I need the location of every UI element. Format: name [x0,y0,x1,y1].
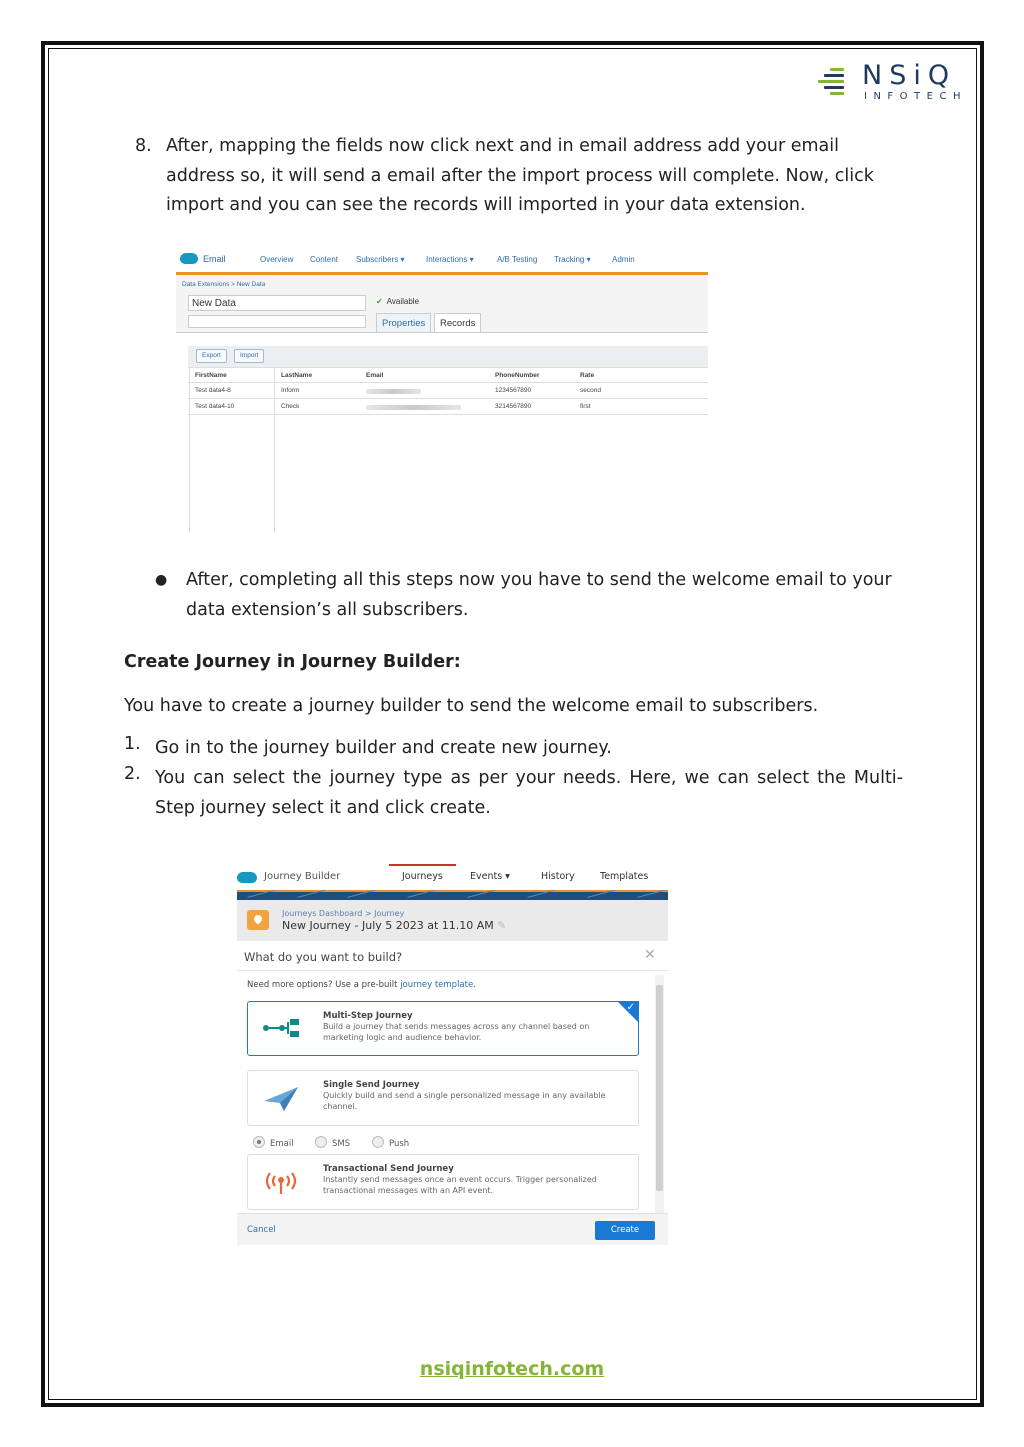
tab-journeys[interactable]: Journeys [402,871,443,882]
edit-pencil-icon[interactable]: ✎ [497,919,507,932]
radio-label: Email [270,1139,294,1149]
journey-location-icon [247,910,269,930]
nsiq-logo [818,60,967,108]
list-number: 2. [124,764,141,784]
salesforce-cloud-icon [237,872,257,883]
multi-step-journey-card[interactable] [247,1001,639,1056]
column-header[interactable]: LastName [281,372,313,379]
step-number: 8. [135,136,152,156]
cell-lastname: Check [281,403,300,410]
journey-builder-screenshot [237,864,668,1244]
nav-ab-testing[interactable]: A/B Testing [497,255,538,264]
column-header[interactable]: Rate [580,372,595,379]
radio-selected-icon [253,1136,265,1148]
extension-name-field[interactable]: New Data [188,295,366,311]
tab-templates[interactable]: Templates [600,871,649,882]
template-hint-text: Need more options? Use a pre-built [247,980,401,990]
export-button[interactable]: Export [196,349,227,363]
email-nav-bar [176,246,708,275]
step-text: After, mapping the fields now click next and in email address add your email address so, it will send a email after the import process will complete. Now, click import and you can see the records will imported in your data extension. [166,136,874,215]
extension-description-field[interactable] [188,315,366,328]
row-divider [188,414,708,415]
list-item: You can select the journey type as per your needs. Here, we can select the Multi-Step journey select it and click create. [155,768,903,818]
nav-interactions[interactable]: Interactions ▾ [426,255,474,264]
logo-subtitle: INFOTECH [864,91,967,102]
column-divider [189,367,190,532]
status-available [376,297,419,306]
journey-header [237,900,668,941]
app-title: Journey Builder [264,871,341,882]
cell-firstname: Test data4-10 [195,403,235,410]
bullet-icon: ● [155,572,168,588]
status-label: Available [386,297,420,306]
modal-footer [237,1213,668,1245]
radio-push[interactable] [372,1136,409,1149]
radio-label: SMS [332,1139,351,1149]
list-item: Go in to the journey builder and create new journey. [155,738,612,758]
tab-events[interactable]: Events ▾ [470,871,510,882]
cell-lastname: Inform [281,387,300,394]
radio-icon [315,1136,327,1148]
radio-sms[interactable] [315,1136,350,1149]
bullet-text: After, completing all this steps now you have to send the welcome email to your data extension’s all subscribers. [186,570,892,620]
radio-icon [372,1136,384,1148]
card-title: Multi-Step Journey [323,1011,413,1021]
intro-text: You have to create a journey builder to send the welcome email to subscribers. [124,696,819,716]
salesforce-cloud-icon [180,253,198,264]
tab-properties[interactable]: Properties [376,313,431,332]
card-title: Single Send Journey [323,1080,420,1090]
journey-name-text: New Journey - July 5 2023 at 11.10 AM [282,919,494,932]
multi-step-icon [262,1018,302,1038]
nav-overview[interactable]: Overview [260,255,294,264]
row-divider [188,398,708,399]
list-number: 1. [124,734,141,754]
blurred-email [366,389,421,394]
single-send-journey-card[interactable] [247,1070,639,1126]
logo-name: NSiQ [862,60,957,91]
records-toolbar [188,346,708,368]
card-title: Transactional Send Journey [323,1164,454,1174]
row-divider [188,382,708,383]
close-icon[interactable]: ✕ [644,947,656,963]
transactional-send-journey-card[interactable] [247,1154,639,1210]
template-hint [247,980,476,990]
column-divider [274,367,275,532]
radio-label: Push [389,1139,410,1149]
cell-rate: second [580,387,601,394]
cell-firstname: Test data4-8 [195,387,231,394]
data-extension-screenshot [176,246,708,536]
nav-content[interactable]: Content [310,255,339,264]
radio-email[interactable] [253,1136,294,1149]
tab-history[interactable]: History [541,871,575,882]
column-header[interactable]: FirstName [195,372,227,379]
journey-builder-top-bar [237,864,668,891]
check-icon: ✔ [376,297,383,306]
tab-records[interactable]: Records [434,313,481,332]
modal-title: What do you want to build? [244,950,403,964]
breadcrumb[interactable]: Data Extensions > New Data [182,281,266,288]
blurred-email [366,405,461,410]
build-type-modal [237,941,668,1244]
column-header[interactable]: Email [366,372,384,379]
nav-tracking[interactable]: Tracking ▾ [554,255,591,264]
website-link[interactable]: nsiqinfotech.com [419,1358,605,1380]
broadcast-icon [264,1169,298,1195]
breadcrumb[interactable]: Journeys Dashboard > Journey [282,909,405,918]
nav-app-email[interactable]: Email [203,254,226,264]
scrollbar-thumb[interactable] [656,985,663,1191]
column-header[interactable]: PhoneNumber [495,372,540,379]
nav-admin[interactable]: Admin [612,255,635,264]
journey-name [282,919,507,932]
paper-plane-icon [264,1087,298,1111]
section-heading: Create Journey in Journey Builder: [124,652,461,672]
cell-phone: 3214567890 [495,403,532,410]
journey-template-link[interactable]: journey template. [400,980,476,990]
checkmark-icon: ✓ [626,1002,635,1013]
cell-phone: 1234567890 [495,387,532,394]
card-description: Build a journey that sends messages across any channel based on marketing logic and audience behavior. [323,1022,590,1042]
import-button[interactable]: Import [234,349,264,363]
card-description: Instantly send messages once an event occurs. Trigger personalized transactional messages with an API event. [323,1175,597,1195]
decorative-banner [237,890,668,900]
cell-rate: first [580,403,591,410]
card-description: Quickly build and send a single personalized message in any available channel. [323,1091,606,1111]
cancel-button[interactable]: Cancel [247,1225,276,1235]
nav-subscribers[interactable]: Subscribers ▾ [356,255,405,264]
create-button[interactable]: Create [595,1221,655,1240]
